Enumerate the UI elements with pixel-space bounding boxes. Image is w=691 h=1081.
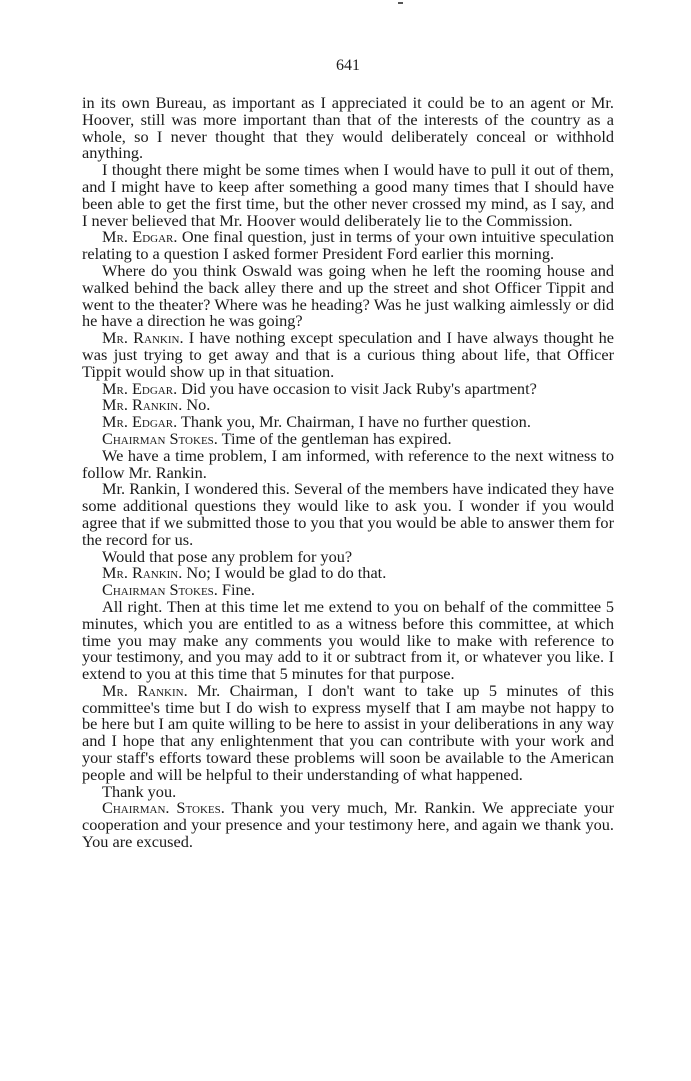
speaker-label: Mr. Rankin. xyxy=(102,680,188,700)
speaker-label: Mr. Edgar. xyxy=(102,378,178,398)
speaker-label: Chairman Stokes. xyxy=(102,428,218,448)
page-number: 641 xyxy=(336,57,360,74)
paragraph xyxy=(82,330,614,380)
paragraph-text: All right. Then at this time let me extend to you on behalf of the committee 5 minutes, which you are entitled to as a witness before this committee, at which time you may make any comments you would like to make with reference to your testimony, and you may add to it or subtract from it, or whatever you like. I extend to you at this time that 5 minutes for that purpose. xyxy=(82,596,614,684)
paragraph-text: Fine. xyxy=(217,580,255,600)
paragraph xyxy=(82,95,614,162)
paragraph xyxy=(82,162,614,229)
paragraph-text: Thank you, Mr. Chairman, I have no further question. xyxy=(177,412,531,432)
paragraph-text: Time of the gentleman has expired. xyxy=(217,428,452,448)
paragraph-text: Mr. Rankin, I wondered this. Several of the members have indicated they have some additional questions they would like to ask you. I wonder if you would agree that if we submitted those to you that you would be able to answer them for the record for us. xyxy=(82,479,614,549)
paragraph xyxy=(82,260,614,331)
paragraph-text: I have nothing except speculation and I have always thought he was just trying to get away and that is a curious thing about life, that Officer Tippit would show up in that situation. xyxy=(82,328,614,381)
paragraph xyxy=(82,800,614,850)
speaker-label: Mr. Rankin. xyxy=(102,328,184,348)
paragraph xyxy=(82,229,614,263)
paragraph-text: Would that pose any problem for you? xyxy=(102,546,353,566)
paragraph-text: Mr. Chairman, I don't want to take up 5 minutes of this committee's time but I do wish to express myself that I am maybe not happy to be here but I am quite willing to be here to assist in your deliberations in any way and I hope that any enlightenment that you can contribute with your work and your staff's efforts toward these problems will soon be available to the American people and will be helpful to their understanding of what happened. xyxy=(82,680,614,784)
paragraph-text: No; I would be glad to do that. xyxy=(182,563,387,583)
speaker-label: Mr. Edgar. xyxy=(102,227,178,247)
scan-mark xyxy=(398,2,403,4)
paragraph xyxy=(82,680,614,784)
paragraph-text: Did you have occasion to visit Jack Ruby's apartment? xyxy=(177,378,537,398)
speaker-label: Chairman Stokes. xyxy=(102,580,218,600)
paragraph xyxy=(82,445,614,482)
paragraph-text: We have a time problem, I am informed, with reference to the next witness to follow Mr. Rankin. xyxy=(82,445,614,482)
paragraph-text: One final question, just in terms of your own intuitive speculation relating to a question I asked former President Ford earlier this morning. xyxy=(82,227,614,264)
body-text xyxy=(82,95,614,851)
speaker-label: Mr. Rankin. xyxy=(102,395,183,415)
paragraph xyxy=(82,596,614,684)
paragraph-text: Where do you think Oswald was going when he left the rooming house and walked behind the back alley there and up the street and shot Officer Tippit and went to the theater? Where was he heading? Was he just walking aimlessly or did he have a direction he was going? xyxy=(82,260,614,331)
paragraph xyxy=(82,481,614,548)
speaker-label: Chairman. Stokes. xyxy=(102,798,225,818)
paragraph-text: Thank you. xyxy=(102,781,177,801)
paragraph-text: I thought there might be some times when I would have to pull it out of them, and I might have to keep after something a good many times that I should have been able to get the first time, but the other never crossed my mind, as I say, and I never believed that Mr. Hoover would deliberately lie to the Commission. xyxy=(82,160,614,230)
paragraph-text: No. xyxy=(182,395,211,415)
paragraph-text: in its own Bureau, as important as I appreciated it could be to an agent or Mr. Hoover, still was more important than that of the interests of the country as a whole, so I never thought that they would deliberately conceal or withhold anything. xyxy=(82,93,614,163)
speaker-label: Mr. Rankin. xyxy=(102,563,183,583)
speaker-label: Mr. Edgar. xyxy=(102,412,178,432)
paragraph-text: Thank you very much, Mr. Rankin. We appreciate your cooperation and your presence and your testimony here, and again we thank you. You are excused. xyxy=(82,798,614,852)
document-page xyxy=(82,0,614,1081)
